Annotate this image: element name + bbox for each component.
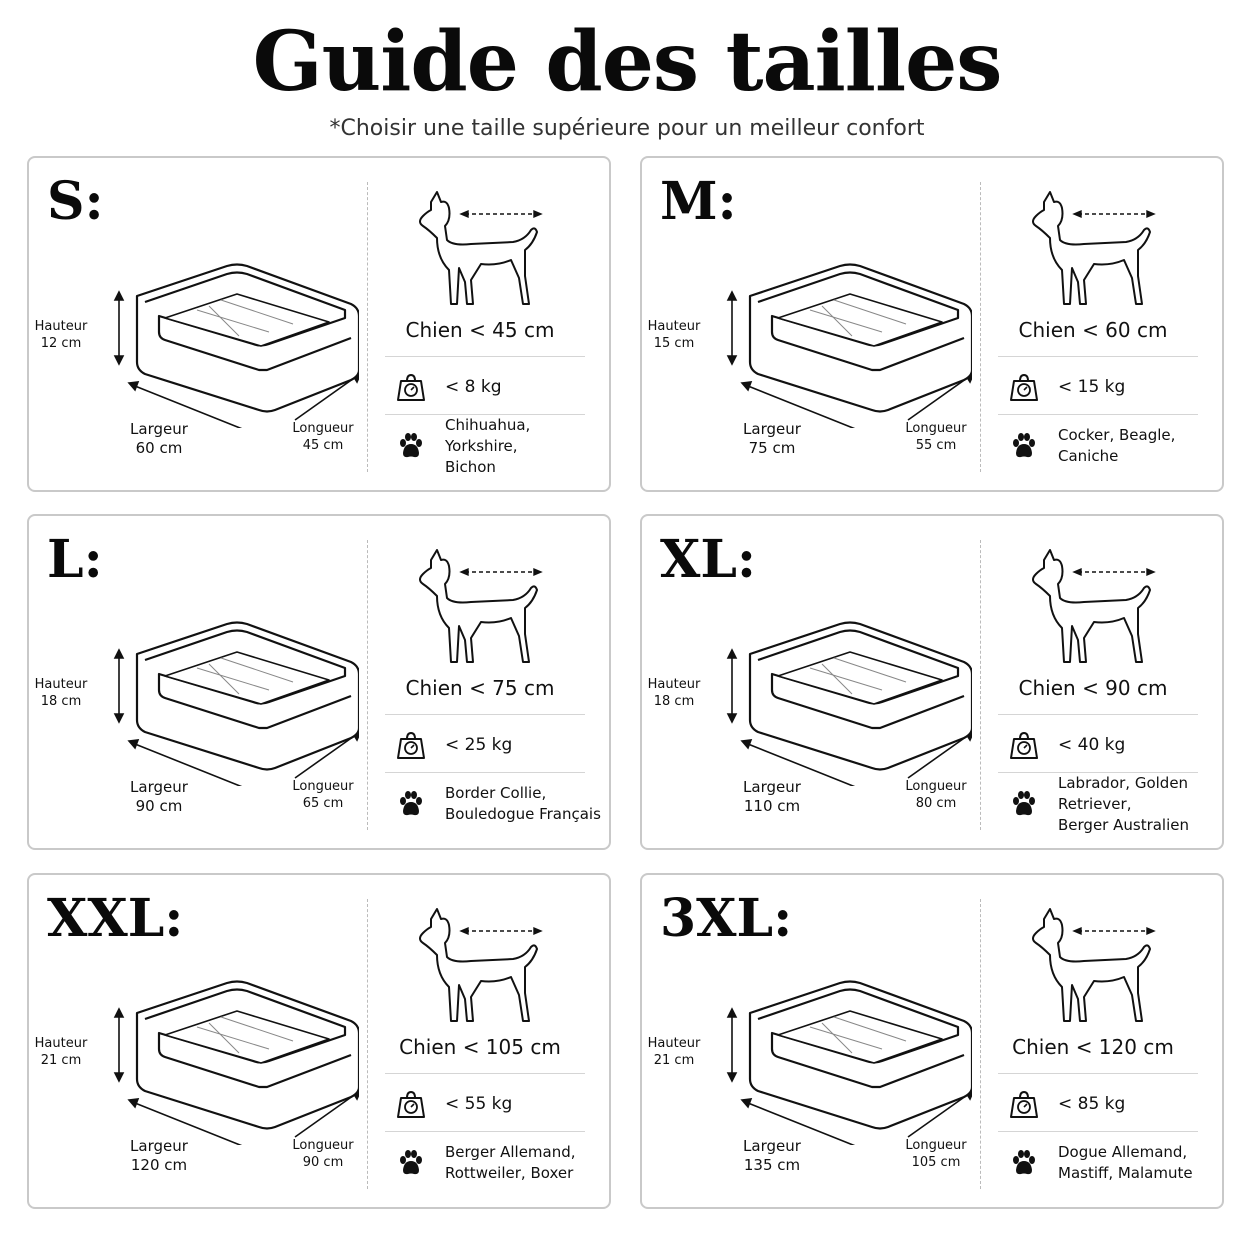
page-title: Guide des tailles [252,14,1002,110]
paw-icon [395,1147,427,1179]
row-separator [998,1131,1198,1132]
longueur-dimension: Longueur 65 cm [292,779,354,811]
dog-icon [401,903,551,1033]
size-label: S: [47,171,104,232]
dog-icon [401,186,551,316]
breeds-list: Labrador, Golden Retriever, Berger Australien [1058,773,1190,834]
size-label: L: [47,529,103,590]
dog-icon [1014,903,1164,1033]
breeds-row [1008,773,1218,834]
dog-bed-icon [702,258,972,428]
dog-height: Chien < 90 cm [1018,676,1168,700]
size-card-3 [640,514,1224,850]
largeur-dimension: Largeur 110 cm [743,778,801,815]
dog-height: Chien < 45 cm [405,318,555,342]
weight-value: < 85 kg [1058,1093,1126,1114]
size-card-2 [27,514,611,850]
row-separator [385,714,585,715]
row-separator [385,772,585,773]
longueur-dimension: Longueur 45 cm [292,421,354,453]
breeds-row [395,778,605,830]
weight-value: < 25 kg [445,734,513,755]
largeur-dimension: Largeur 75 cm [743,420,801,457]
dog-bed-icon [89,975,359,1145]
weight-value: < 55 kg [445,1093,513,1114]
dog-height: Chien < 60 cm [1018,318,1168,342]
scale-icon [1008,729,1040,761]
hauteur-dimension: Hauteur 18 cm [647,677,701,709]
scale-icon [395,729,427,761]
dog-height: Chien < 75 cm [405,676,555,700]
breeds-row [395,415,605,476]
longueur-dimension: Longueur 55 cm [905,421,967,453]
card-divider [367,540,368,830]
dog-bed-icon [89,616,359,786]
breeds-list: Cocker, Beagle, Caniche [1058,426,1176,465]
longueur-dimension: Longueur 105 cm [905,1138,967,1170]
breeds-list: Chihuahua, Yorkshire, Bichon [445,415,531,476]
breeds-row [1008,1137,1218,1189]
dog-bed-icon [702,616,972,786]
row-separator [998,414,1198,415]
paw-icon [1008,788,1040,820]
largeur-dimension: Largeur 90 cm [130,778,188,815]
hauteur-dimension: Hauteur 21 cm [647,1036,701,1068]
dog-icon [1014,544,1164,674]
dog-bed-icon [702,975,972,1145]
hauteur-dimension: Hauteur 21 cm [34,1036,88,1068]
scale-icon [1008,371,1040,403]
breeds-list: Dogue Allemand, Mastiff, Malamute [1058,1143,1193,1182]
paw-icon [1008,430,1040,462]
largeur-dimension: Largeur 120 cm [130,1137,188,1174]
row-separator [998,1073,1198,1074]
breeds-list: Border Collie, Bouledogue Français [445,784,601,823]
page-subtitle: *Choisir une taille supérieure pour un meilleur confort [329,116,925,141]
dog-bed-icon [89,258,359,428]
dog-icon [1014,186,1164,316]
largeur-dimension: Largeur 135 cm [743,1137,801,1174]
size-label: 3XL: [660,888,793,949]
size-label: XXL: [47,888,184,949]
dog-icon [401,544,551,674]
breeds-row [1008,420,1218,472]
weight-row [395,722,605,768]
size-card-5 [640,873,1224,1209]
card-divider [367,182,368,472]
card-divider [367,899,368,1189]
longueur-dimension: Longueur 80 cm [905,779,967,811]
weight-value: < 40 kg [1058,734,1126,755]
scale-icon [1008,1088,1040,1120]
card-divider [980,899,981,1189]
breeds-row [395,1137,605,1189]
weight-row [395,364,605,410]
size-label: XL: [660,529,757,590]
row-separator [998,714,1198,715]
weight-value: < 8 kg [445,376,502,397]
size-card-4 [27,873,611,1209]
weight-row [395,1081,605,1127]
weight-row [1008,722,1218,768]
scale-icon [395,1088,427,1120]
paw-icon [395,788,427,820]
hauteur-dimension: Hauteur 12 cm [34,319,88,351]
longueur-dimension: Longueur 90 cm [292,1138,354,1170]
paw-icon [395,430,427,462]
row-separator [998,356,1198,357]
weight-row [1008,1081,1218,1127]
scale-icon [395,371,427,403]
row-separator [385,356,585,357]
row-separator [385,1073,585,1074]
size-label: M: [660,171,737,232]
row-separator [385,1131,585,1132]
breeds-list: Berger Allemand, Rottweiler, Boxer [445,1143,576,1182]
largeur-dimension: Largeur 60 cm [130,420,188,457]
paw-icon [1008,1147,1040,1179]
size-card-1 [640,156,1224,492]
card-divider [980,540,981,830]
hauteur-dimension: Hauteur 18 cm [34,677,88,709]
dog-height: Chien < 120 cm [1012,1035,1174,1059]
hauteur-dimension: Hauteur 15 cm [647,319,701,351]
weight-value: < 15 kg [1058,376,1126,397]
size-card-0 [27,156,611,492]
weight-row [1008,364,1218,410]
card-divider [980,182,981,472]
dog-height: Chien < 105 cm [399,1035,561,1059]
